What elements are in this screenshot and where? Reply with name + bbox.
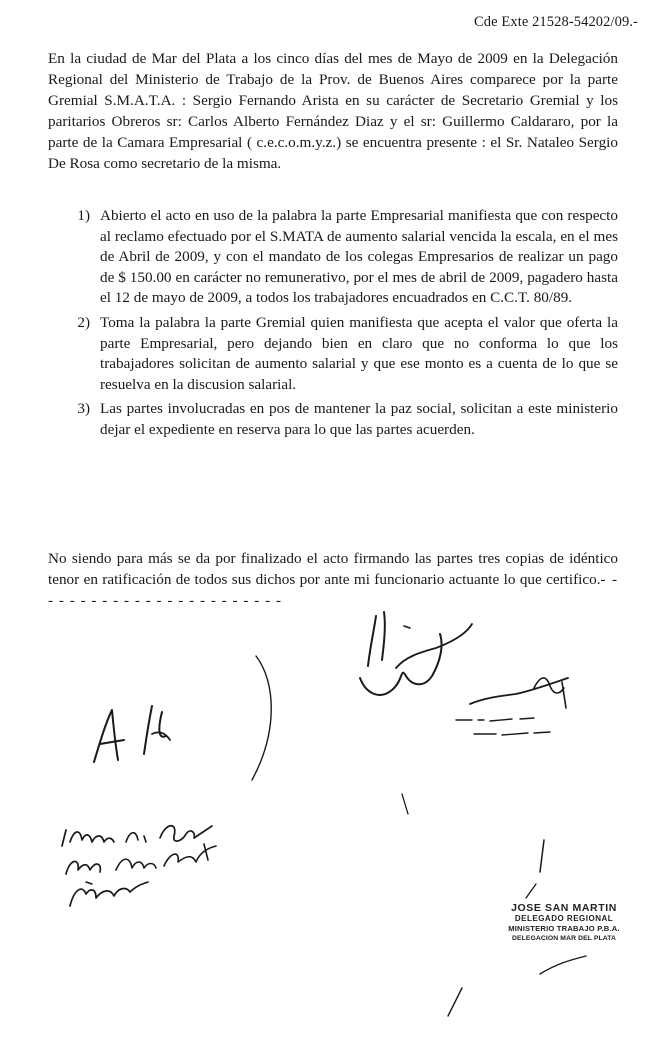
stamp-role: DELEGADO REGIONAL xyxy=(514,914,614,923)
closing-dashes: - - - - - - - - - - - - - - - - - - - - - - - - xyxy=(48,571,619,609)
signature-left-initials xyxy=(86,696,196,776)
signature-top-right xyxy=(450,664,590,754)
ink-mark-center xyxy=(396,790,416,820)
intro-paragraph: En la ciudad de Mar del Plata a los cinco días del mes de Mayo de 2009 en la Delegación Regional del Ministerio de Trabajo de la Prov. de Buenos Aires comparece por la parte Gremial S.M.A.T.A. : Sergio Fernando Arista en su carácter de Secretario Gremial y los paritarios Obreros sr: Carlos Alberto Fernández Diaz y el sr: Guillermo Caldararo, por la parte de la Camara Empresarial ( c.e.c.o.m.y.z.) se encuentra presente : el Sr. Nataleo Sergio De Rosa como secretario de la misma. xyxy=(48,50,618,172)
point-text: Abierto el acto en uso de la palabra la parte Empresarial manifiesta que con respecto al reclamo efectuado por el S.MATA de aumento salarial vencida la escala, en el mes de Abril de 2009, y con el mandato de los colegas Empresarios de realizar un pago de $ 150.00 en carácter no remunerativo, por el mes de abril de 2009, pagadero hasta el 12 de mayo de 2009, a todos los trabajadores encuadrados en C.C.T. 80/89. xyxy=(100,207,618,307)
stamp-office: DELEGACION MAR DEL PLATA xyxy=(512,935,616,942)
point-number: 1) xyxy=(77,207,90,224)
closing-paragraph xyxy=(48,548,618,611)
handwritten-name-block xyxy=(56,812,246,922)
file-reference: Cde Exte 21528-54202/09.- xyxy=(474,14,638,30)
list-item xyxy=(48,313,618,395)
signature-arc-mark xyxy=(226,652,286,792)
closing-text: No siendo para más se da por finalizado el acto firmando las partes tres copias de idéntico tenor en ratificación de todos sus dichos por ante mi funcionario actuante lo que certifico. xyxy=(48,550,618,588)
ink-mark-bottom xyxy=(440,944,600,1024)
stamp-name: JOSE SAN MARTIN xyxy=(511,902,617,914)
point-number: 2) xyxy=(77,313,90,331)
ink-mark-right xyxy=(520,836,560,906)
list-item xyxy=(48,206,618,309)
points-list xyxy=(48,206,618,445)
official-stamp xyxy=(494,902,634,944)
point-text: Las partes involucradas en pos de mantener la paz social, solicitan a este ministerio dejar el expediente en reserva para lo que las partes acuerden. xyxy=(100,400,618,438)
point-text: Toma la palabra la parte Gremial quien manifiesta que acepta el valor que oferta la parte Empresarial, pero dejando bien en claro que no conforma lo que los trabajadores solicitan de aumento salarial y que ese monto es a cuenta de lo que se resuelva en la discusion salarial. xyxy=(100,313,618,393)
list-item xyxy=(48,399,618,440)
stamp-ministry: MINISTERIO TRABAJO P.B.A. xyxy=(508,924,620,933)
point-number: 3) xyxy=(77,400,90,418)
